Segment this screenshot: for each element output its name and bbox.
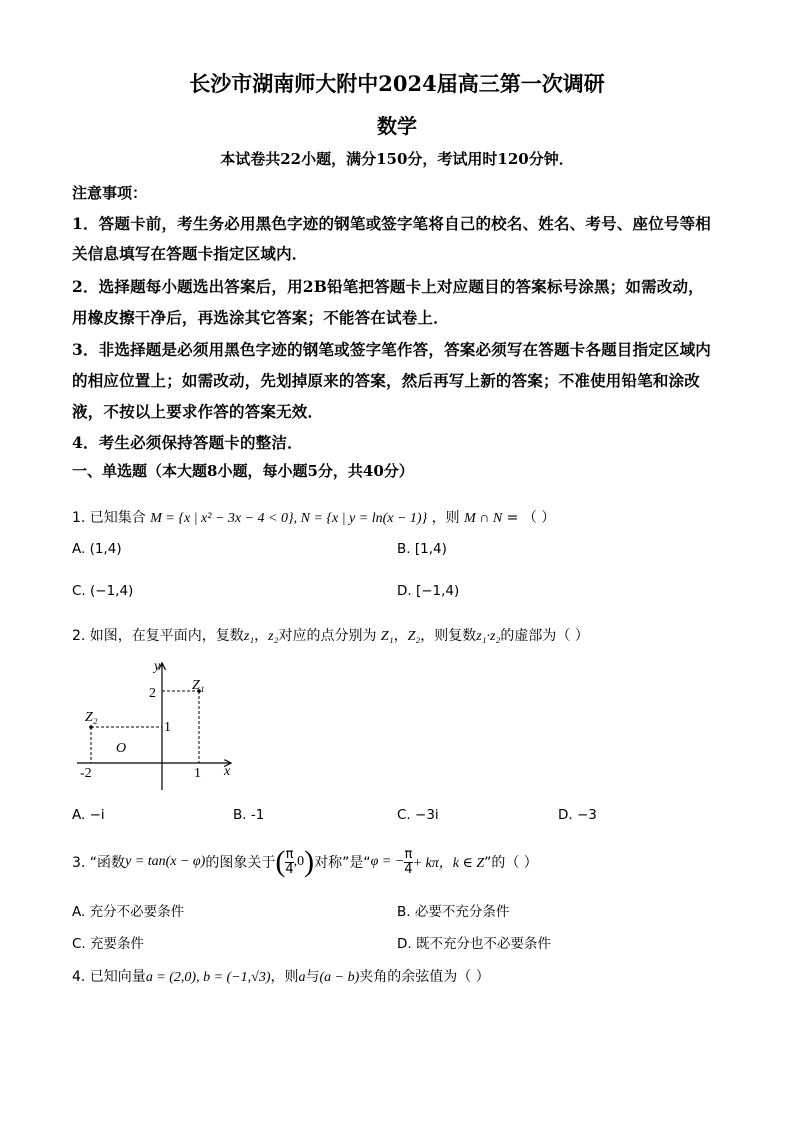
note-line: 液，不按以上要求作答的答案无效． bbox=[72, 402, 324, 421]
q2-text-c: ，则复数 bbox=[420, 628, 477, 644]
q3-phi-eq: φ = − bbox=[370, 854, 405, 869]
q1-prefix: 1. 已知集合 bbox=[72, 510, 146, 526]
q3-option-b: B. 必要不充分条件 bbox=[397, 904, 510, 920]
tick-2: 2 bbox=[149, 686, 156, 701]
note-line: 关信息填写在答题卡指定区域内． bbox=[72, 244, 308, 263]
q4-text-a: 4. 已知向量 bbox=[72, 969, 146, 985]
q4-vec-a: a bbox=[298, 970, 306, 985]
exam-info: 本试卷共22小题，满分150分，考试用时120分钟． bbox=[220, 150, 574, 168]
z2-label: Z₂ bbox=[85, 710, 98, 725]
question-1 bbox=[72, 507, 555, 527]
q2-point-z2: Z₂ bbox=[407, 629, 421, 644]
q2-option-a: A. −i bbox=[72, 807, 105, 823]
note-line: 用橡皮擦干净后，再选涂其它答案；不能答在试卷上． bbox=[72, 308, 449, 327]
q3-text-c: 对称”是“ bbox=[314, 855, 371, 871]
notes-title: 注意事项： bbox=[72, 184, 148, 202]
q2-text-d: 的虚部为（ ） bbox=[500, 628, 589, 644]
q1-option-d: D. [−1,4) bbox=[397, 583, 460, 599]
q3-option-a: A. 充分不必要条件 bbox=[72, 904, 185, 920]
exam-title: 长沙市湖南师大附中2024届高三第一次调研 bbox=[189, 71, 605, 96]
pi-over-4-fraction bbox=[285, 848, 293, 876]
note-line: 3．非选择题是必须用黑色字迹的钢笔或签字笔作答，答案必须写在答题卡各题目指定区域内 bbox=[72, 340, 711, 359]
q2-point-z1: Z₁ bbox=[380, 629, 394, 644]
q1-intersection: M ∩ N bbox=[464, 511, 503, 526]
tick-x1: 1 bbox=[194, 766, 201, 781]
q2-option-c: C. −3i bbox=[397, 807, 439, 823]
q2-text-b: 对应的点分别为 bbox=[278, 628, 377, 644]
paren-left: ( bbox=[275, 845, 286, 878]
q2-text-a: 2. 如图，在复平面内，复数 bbox=[72, 628, 244, 644]
q4-text-d: 夹角的余弦值为（ ） bbox=[359, 969, 490, 985]
q1-suffix: = （ ） bbox=[506, 510, 556, 526]
tick-1: 1 bbox=[164, 720, 171, 735]
q3-text-d: ”的（ ） bbox=[484, 855, 538, 871]
note-line: 的相应位置上；如需改动，先划掉原来的答案，然后再写上新的答案；不准使用铅笔和涂改 bbox=[72, 371, 701, 390]
note-line: 1．答题卡前，考生务必用黑色字迹的钢笔或签字笔将自己的校名、姓名、考号、座位号等相 bbox=[72, 214, 711, 233]
q3-text-b: 的图象关于 bbox=[205, 855, 276, 871]
complex-plane-figure bbox=[75, 655, 245, 795]
q3-function: y = tan(x − φ) bbox=[125, 854, 206, 869]
q2-option-d: D. −3 bbox=[558, 807, 597, 823]
q2-z1: z₁ bbox=[243, 629, 255, 644]
q2-sep: ， bbox=[254, 628, 269, 644]
q1-option-b: B. [1,4) bbox=[397, 541, 447, 557]
q4-vectors: a = (2,0), b = (−1,√3) bbox=[145, 970, 271, 985]
q1-middle: ，则 bbox=[431, 510, 460, 526]
z1-label: Z₁ bbox=[192, 678, 205, 693]
q1-option-a: A. (1,4) bbox=[72, 541, 122, 557]
note-line: 2．选择题每小题选出答案后，用2B铅笔把答题卡上对应题目的答案标号涂黑；如需改动， bbox=[72, 277, 704, 296]
question-2: 2. 如图，在复平面内，复数z₁，z₂对应的点分别为 Z₁，Z₂，则复数z₁·z₂的虚部为（ ） bbox=[72, 628, 589, 644]
q1-option-c: C. (−1,4) bbox=[72, 583, 134, 599]
frac-numerator: π bbox=[285, 846, 294, 862]
q1-sets: M = {x | x² − 3x − 4 < 0}, N = {x | y = ln(x − 1)} bbox=[150, 511, 428, 526]
y-axis-label: y bbox=[154, 659, 161, 674]
question-3 bbox=[72, 840, 538, 884]
paren-right: ) bbox=[304, 845, 315, 878]
phi-fraction bbox=[404, 848, 412, 876]
q4-a-minus-b: (a − b) bbox=[319, 970, 360, 985]
frac-denominator: 4 bbox=[285, 861, 294, 877]
frac-denominator: 4 bbox=[404, 861, 413, 877]
x-axis-label: x bbox=[224, 764, 231, 779]
note-line: 4．考生必须保持答题卡的整洁． bbox=[72, 433, 303, 452]
q3-option-d: D. 既不充分也不必要条件 bbox=[397, 936, 551, 952]
q2-product: z₁·z₂ bbox=[476, 629, 501, 644]
frac-numerator: π bbox=[404, 846, 413, 862]
q2-z2: z₂ bbox=[268, 629, 279, 644]
exam-subject: 数学 bbox=[377, 114, 417, 138]
q3-k-term: + kπ，k ∈ Z bbox=[412, 856, 485, 871]
q4-text-c: 与 bbox=[305, 969, 320, 985]
tick-neg2: -2 bbox=[80, 766, 92, 781]
q2-option-b: B. -1 bbox=[233, 807, 265, 823]
q3-after-frac: ,0 bbox=[293, 854, 305, 869]
q4-text-b: ，则 bbox=[270, 969, 299, 985]
q3-text-a: 3. “函数 bbox=[72, 855, 126, 871]
origin-label: O bbox=[116, 741, 127, 756]
z2-point bbox=[89, 725, 93, 729]
q3-option-c: C. 充要条件 bbox=[72, 936, 145, 952]
question-4 bbox=[72, 966, 490, 986]
section-title: 一、单选题（本大题8小题，每小题5分，共40分） bbox=[72, 462, 414, 480]
